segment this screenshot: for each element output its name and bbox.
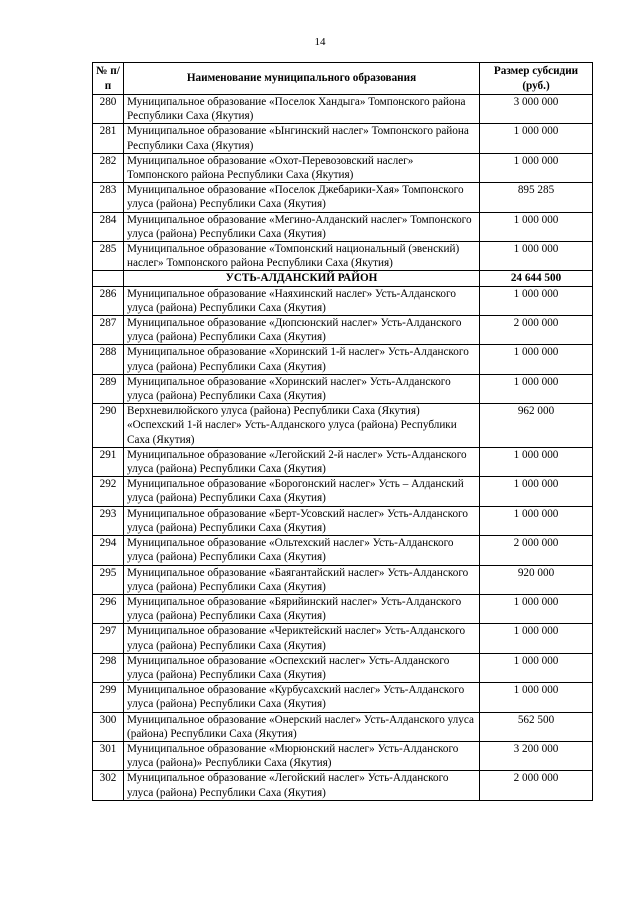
row-number: 300 bbox=[93, 712, 124, 741]
row-number: 281 bbox=[93, 124, 124, 153]
row-name: Муниципальное образование «Легойский наслег» Усть-Алданского улуса (района) Республики Саха (Якутия) bbox=[124, 771, 480, 800]
row-number: 290 bbox=[93, 404, 124, 448]
table-row bbox=[93, 212, 593, 241]
row-number: 298 bbox=[93, 653, 124, 682]
table-row bbox=[93, 624, 593, 653]
row-name: Муниципальное образование «Мюрюнский наслег» Усть-Алданского улуса (района)» Республики Саха (Якутия) bbox=[124, 741, 480, 770]
row-name: Муниципальное образование «Легойский 2-й наслег» Усть-Алданского улуса (района) Республики Саха (Якутия) bbox=[124, 447, 480, 476]
district-name: УСТЬ-АЛДАНСКИЙ РАЙОН bbox=[124, 271, 480, 286]
row-number: 289 bbox=[93, 374, 124, 403]
row-amount: 1 000 000 bbox=[480, 594, 593, 623]
row-name: Муниципальное образование «Наяхинский наслег» Усть-Алданского улуса (района) Республики Саха (Якутия) bbox=[124, 286, 480, 315]
table-body-tompon bbox=[93, 95, 593, 271]
row-name: Муниципальное образование «Ынгинский наслег» Томпонского района Республики Саха (Якутия) bbox=[124, 124, 480, 153]
table-row bbox=[93, 286, 593, 315]
row-amount: 562 500 bbox=[480, 712, 593, 741]
table-row bbox=[93, 506, 593, 535]
table-row bbox=[93, 712, 593, 741]
row-amount: 3 000 000 bbox=[480, 95, 593, 124]
table-row bbox=[93, 683, 593, 712]
row-number: 297 bbox=[93, 624, 124, 653]
header-number: № п/п bbox=[93, 63, 124, 95]
row-amount: 1 000 000 bbox=[480, 447, 593, 476]
district-row bbox=[93, 271, 593, 286]
row-amount: 2 000 000 bbox=[480, 536, 593, 565]
row-amount: 1 000 000 bbox=[480, 653, 593, 682]
row-number: 283 bbox=[93, 183, 124, 212]
row-name: Муниципальное образование «Мегино-Алданский наслег» Томпонского улуса (района) Республики Саха (Якутия) bbox=[124, 212, 480, 241]
table-row bbox=[93, 95, 593, 124]
table-row bbox=[93, 404, 593, 448]
row-number: 294 bbox=[93, 536, 124, 565]
table-row bbox=[93, 183, 593, 212]
row-name: Муниципальное образование «Хоринский наслег» Усть-Алданского улуса (района) Республики Саха (Якутия) bbox=[124, 374, 480, 403]
row-name: Муниципальное образование «Ольтехский наслег» Усть-Алданского улуса (района) Республики Саха (Якутия) bbox=[124, 536, 480, 565]
row-amount: 1 000 000 bbox=[480, 345, 593, 374]
table-row bbox=[93, 565, 593, 594]
row-number: 288 bbox=[93, 345, 124, 374]
table-row bbox=[93, 153, 593, 182]
subsidy-table bbox=[92, 62, 593, 801]
row-number: 282 bbox=[93, 153, 124, 182]
row-number: 302 bbox=[93, 771, 124, 800]
table-row bbox=[93, 124, 593, 153]
row-number: 284 bbox=[93, 212, 124, 241]
row-name: Муниципальное образование «Оспехский наслег» Усть-Алданского улуса (района) Республики Саха (Якутия) bbox=[124, 653, 480, 682]
row-number: 286 bbox=[93, 286, 124, 315]
row-name: Муниципальное образование «Хоринский 1-й наслег» Усть-Алданского улуса (района) Республики Саха (Якутия) bbox=[124, 345, 480, 374]
row-name: Муниципальное образование «Поселок Хандыга» Томпонского района Республики Саха (Якутия) bbox=[124, 95, 480, 124]
row-number: 285 bbox=[93, 242, 124, 271]
row-amount: 2 000 000 bbox=[480, 771, 593, 800]
row-name: Муниципальное образование «Томпонский национальный (эвенский) наслег» Томпонского района Республики Саха (Якутия) bbox=[124, 242, 480, 271]
table-row bbox=[93, 536, 593, 565]
row-name: Муниципальное образование «Бярийинский наслег» Усть-Алданского улуса (района) Республики Саха (Якутия) bbox=[124, 594, 480, 623]
row-name: Муниципальное образование «Берт-Усовский наслег» Усть-Алданского улуса (района) Республики Саха (Якутия) bbox=[124, 506, 480, 535]
table-row bbox=[93, 242, 593, 271]
row-number: 293 bbox=[93, 506, 124, 535]
row-name: Верхневилюйского улуса (района) Республики Саха (Якутия) «Оспехский 1-й наслег» Усть-Алданского улуса (района) Республики Саха (Якутия) bbox=[124, 404, 480, 448]
row-name: Муниципальное образование «Чериктейский наслег» Усть-Алданского улуса (района) Республики Саха (Якутия) bbox=[124, 624, 480, 653]
row-number: 295 bbox=[93, 565, 124, 594]
row-amount: 2 000 000 bbox=[480, 316, 593, 345]
table-row bbox=[93, 447, 593, 476]
table-row bbox=[93, 653, 593, 682]
row-name: Муниципальное образование «Дюпсюнский наслег» Усть-Алданского улуса (района) Республики Саха (Якутия) bbox=[124, 316, 480, 345]
row-amount: 1 000 000 bbox=[480, 242, 593, 271]
row-amount: 920 000 bbox=[480, 565, 593, 594]
row-number: 287 bbox=[93, 316, 124, 345]
row-name: Муниципальное образование «Борогонский наслег» Усть – Алданский улуса (района) Республики Саха (Якутия) bbox=[124, 477, 480, 506]
row-number: 299 bbox=[93, 683, 124, 712]
table-row bbox=[93, 741, 593, 770]
district-amount: 24 644 500 bbox=[480, 271, 593, 286]
row-amount: 1 000 000 bbox=[480, 153, 593, 182]
table-row bbox=[93, 594, 593, 623]
row-name: Муниципальное образование «Охот-Перевозовский наслег» Томпонского района Республики Саха (Якутия) bbox=[124, 153, 480, 182]
row-number: 301 bbox=[93, 741, 124, 770]
table-body-district bbox=[93, 271, 593, 286]
row-amount: 1 000 000 bbox=[480, 683, 593, 712]
row-amount: 1 000 000 bbox=[480, 624, 593, 653]
row-name: Муниципальное образование «Онерский наслег» Усть-Алданского улуса (района) Республики Саха (Якутия) bbox=[124, 712, 480, 741]
row-amount: 1 000 000 bbox=[480, 124, 593, 153]
district-number-cell bbox=[93, 271, 124, 286]
table-header bbox=[93, 63, 593, 95]
row-amount: 1 000 000 bbox=[480, 212, 593, 241]
row-amount: 3 200 000 bbox=[480, 741, 593, 770]
row-amount: 1 000 000 bbox=[480, 286, 593, 315]
table-body-ust-aldan bbox=[93, 286, 593, 800]
header-amount: Размер субсидии (руб.) bbox=[480, 63, 593, 95]
table-row bbox=[93, 771, 593, 800]
row-amount: 1 000 000 bbox=[480, 506, 593, 535]
table-row bbox=[93, 374, 593, 403]
row-amount: 962 000 bbox=[480, 404, 593, 448]
header-name: Наименование муниципального образования bbox=[124, 63, 480, 95]
row-name: Муниципальное образование «Поселок Джебарики-Хая» Томпонского улуса (района) Республики Саха (Якутия) bbox=[124, 183, 480, 212]
row-number: 292 bbox=[93, 477, 124, 506]
row-name: Муниципальное образование «Баягантайский наслег» Усть-Алданского улуса (района) Республики Саха (Якутия) bbox=[124, 565, 480, 594]
row-amount: 1 000 000 bbox=[480, 477, 593, 506]
row-number: 280 bbox=[93, 95, 124, 124]
row-number: 291 bbox=[93, 447, 124, 476]
row-amount: 895 285 bbox=[480, 183, 593, 212]
row-amount: 1 000 000 bbox=[480, 374, 593, 403]
row-name: Муниципальное образование «Курбусахский наслег» Усть-Алданского улуса (района) Республики Саха (Якутия) bbox=[124, 683, 480, 712]
page-number: 14 bbox=[314, 36, 326, 48]
table-row bbox=[93, 345, 593, 374]
row-number: 296 bbox=[93, 594, 124, 623]
table-row bbox=[93, 316, 593, 345]
table-row bbox=[93, 477, 593, 506]
